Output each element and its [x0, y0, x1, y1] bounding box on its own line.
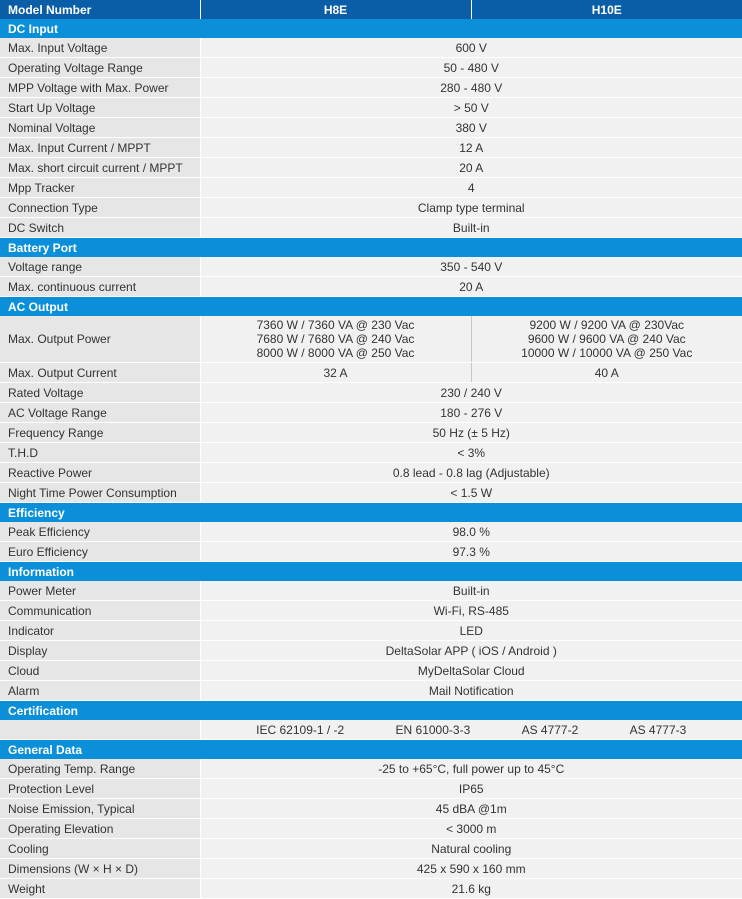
spec-label: Display: [0, 641, 200, 661]
spec-label: Rated Voltage: [0, 383, 200, 403]
table-row: [0, 158, 742, 178]
spec-value-h10e: [471, 316, 742, 363]
spec-label: Operating Temp. Range: [0, 759, 200, 779]
section-header-information: [0, 562, 742, 582]
spec-value-h8e: [200, 316, 471, 363]
certification-item: AS 4777-3: [630, 724, 687, 736]
spec-label: MPP Voltage with Max. Power: [0, 78, 200, 98]
model-h10e: H10E: [471, 0, 742, 19]
spec-value-line: 9200 W / 9200 VA @ 230Vac: [472, 318, 742, 332]
table-row: [0, 799, 742, 819]
spec-value-h8e: 32 A: [200, 363, 471, 383]
spec-value: IP65: [200, 779, 742, 799]
spec-label: DC Switch: [0, 218, 200, 238]
spec-label: Nominal Voltage: [0, 118, 200, 138]
table-row-certification: [0, 720, 742, 740]
table-row: [0, 522, 742, 542]
spec-value: 180 - 276 V: [200, 403, 742, 423]
section-header-general-data: [0, 740, 742, 760]
table-row: [0, 403, 742, 423]
table-row: [0, 779, 742, 799]
spec-label: AC Voltage Range: [0, 403, 200, 423]
spec-value: 45 dBA @1m: [200, 799, 742, 819]
spec-value: 0.8 lead - 0.8 lag (Adjustable): [200, 463, 742, 483]
spec-value: 4: [200, 178, 742, 198]
spec-label: Operating Voltage Range: [0, 58, 200, 78]
spec-value: MyDeltaSolar Cloud: [200, 661, 742, 681]
section-title: Certification: [0, 701, 742, 721]
spec-label: Power Meter: [0, 581, 200, 601]
spec-value: < 1.5 W: [200, 483, 742, 503]
spec-value: 21.6 kg: [200, 879, 742, 899]
spec-value-line: 8000 W / 8000 VA @ 250 Vac: [201, 346, 471, 360]
table-row: [0, 819, 742, 839]
spec-value: 230 / 240 V: [200, 383, 742, 403]
table-row: [0, 443, 742, 463]
spec-value-line: 7360 W / 7360 VA @ 230 Vac: [201, 318, 471, 332]
table-row-max-output-current: [0, 363, 742, 383]
spec-label: [0, 720, 200, 740]
spec-value: < 3000 m: [200, 819, 742, 839]
spec-value: Mail Notification: [200, 681, 742, 701]
table-row: [0, 601, 742, 621]
spec-value: < 3%: [200, 443, 742, 463]
table-row: [0, 859, 742, 879]
spec-value: 600 V: [200, 38, 742, 58]
certification-item: AS 4777-2: [522, 724, 579, 736]
spec-label: Connection Type: [0, 198, 200, 218]
spec-label: Noise Emission, Typical: [0, 799, 200, 819]
table-row: [0, 463, 742, 483]
certification-item: EN 61000-3-3: [396, 724, 471, 736]
spec-value-line: 10000 W / 10000 VA @ 250 Vac: [472, 346, 742, 360]
table-row: [0, 198, 742, 218]
table-row: [0, 423, 742, 443]
spec-value: 20 A: [200, 158, 742, 178]
spec-label: Night Time Power Consumption: [0, 483, 200, 503]
spec-label: Start Up Voltage: [0, 98, 200, 118]
table-row: [0, 839, 742, 859]
spec-value: LED: [200, 621, 742, 641]
table-row: [0, 759, 742, 779]
spec-value: 350 - 540 V: [200, 257, 742, 277]
table-row: [0, 38, 742, 58]
spec-value: 98.0 %: [200, 522, 742, 542]
table-row: [0, 879, 742, 899]
table-row: [0, 277, 742, 297]
spec-value: Built-in: [200, 581, 742, 601]
spec-value: 380 V: [200, 118, 742, 138]
spec-label: Voltage range: [0, 257, 200, 277]
spec-value: Natural cooling: [200, 839, 742, 859]
spec-value: -25 to +65°C, full power up to 45°C: [200, 759, 742, 779]
spec-value: 280 - 480 V: [200, 78, 742, 98]
section-title: Information: [0, 562, 742, 582]
table-row: [0, 581, 742, 601]
table-row: [0, 98, 742, 118]
certification-item: IEC 62109-1 / -2: [256, 724, 344, 736]
section-header-ac-output: [0, 297, 742, 317]
spec-value: DeltaSolar APP ( iOS / Android ): [200, 641, 742, 661]
spec-label: Communication: [0, 601, 200, 621]
spec-value: 12 A: [200, 138, 742, 158]
section-title: General Data: [0, 740, 742, 760]
table-row-max-output-power: [0, 316, 742, 363]
spec-label: Indicator: [0, 621, 200, 641]
table-row: [0, 483, 742, 503]
spec-label: Max. continuous current: [0, 277, 200, 297]
table-row: [0, 641, 742, 661]
spec-label: Max. short circuit current / MPPT: [0, 158, 200, 178]
spec-label: Cloud: [0, 661, 200, 681]
section-title: Efficiency: [0, 503, 742, 523]
spec-label: Frequency Range: [0, 423, 200, 443]
section-header-dc-input: [0, 19, 742, 38]
table-row: [0, 138, 742, 158]
spec-value-line: 7680 W / 7680 VA @ 240 Vac: [201, 332, 471, 346]
table-row: [0, 383, 742, 403]
table-row: [0, 78, 742, 98]
spec-value: 425 x 590 x 160 mm: [200, 859, 742, 879]
spec-label: Reactive Power: [0, 463, 200, 483]
spec-value: 50 - 480 V: [200, 58, 742, 78]
spec-label: Max. Input Voltage: [0, 38, 200, 58]
spec-value: > 50 V: [200, 98, 742, 118]
spec-value: 97.3 %: [200, 542, 742, 562]
spec-value: 50 Hz (± 5 Hz): [200, 423, 742, 443]
model-number-label: Model Number: [0, 0, 200, 19]
certification-list: [200, 720, 742, 740]
section-title: Battery Port: [0, 238, 742, 258]
section-header-battery-port: [0, 238, 742, 258]
spec-label: Mpp Tracker: [0, 178, 200, 198]
table-row: [0, 681, 742, 701]
spec-value: Clamp type terminal: [200, 198, 742, 218]
table-row: [0, 257, 742, 277]
table-row: [0, 661, 742, 681]
table-row: [0, 621, 742, 641]
spec-label: Operating Elevation: [0, 819, 200, 839]
header-row: [0, 0, 742, 19]
spec-label: Protection Level: [0, 779, 200, 799]
section-header-efficiency: [0, 503, 742, 523]
table-row: [0, 178, 742, 198]
spec-label: Peak Efficiency: [0, 522, 200, 542]
table-row: [0, 58, 742, 78]
spec-label: T.H.D: [0, 443, 200, 463]
spec-value-h10e: 40 A: [471, 363, 742, 383]
spec-value: 20 A: [200, 277, 742, 297]
section-header-certification: [0, 701, 742, 721]
model-h8e: H8E: [200, 0, 471, 19]
spec-label: Alarm: [0, 681, 200, 701]
spec-value-line: 9600 W / 9600 VA @ 240 Vac: [472, 332, 742, 346]
table-row: [0, 218, 742, 238]
spec-label: Dimensions (W × H × D): [0, 859, 200, 879]
spec-label: Cooling: [0, 839, 200, 859]
spec-label: Max. Output Power: [0, 316, 200, 363]
spec-label: Max. Output Current: [0, 363, 200, 383]
spec-label: Euro Efficiency: [0, 542, 200, 562]
section-title: DC Input: [0, 19, 742, 38]
section-title: AC Output: [0, 297, 742, 317]
table-row: [0, 118, 742, 138]
spec-label: Max. Input Current / MPPT: [0, 138, 200, 158]
spec-value: Wi-Fi, RS-485: [200, 601, 742, 621]
certification-items: [201, 724, 742, 736]
spec-value: Built-in: [200, 218, 742, 238]
table-row: [0, 542, 742, 562]
spec-label: Weight: [0, 879, 200, 899]
